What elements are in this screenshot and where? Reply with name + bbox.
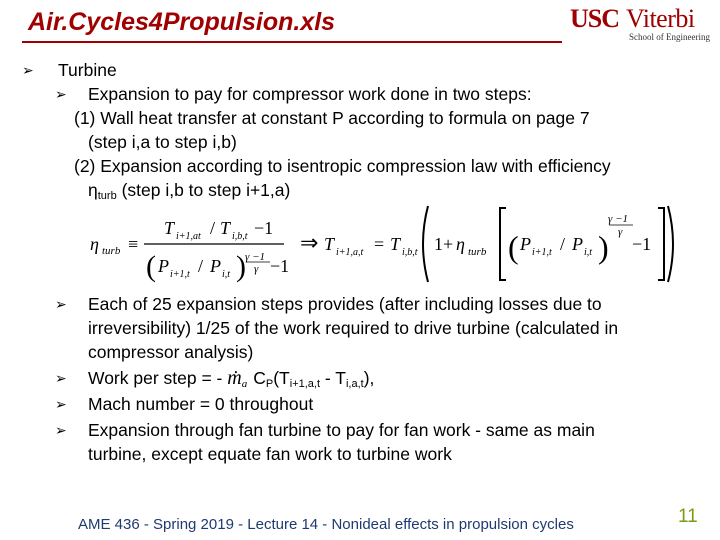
bullet-arrow-icon: ➢ [55,86,67,102]
work-paren: (T [273,368,290,388]
f-rhs-T2: T [390,234,401,254]
fan-line1: Expansion through fan turbine to pay for fan work - same as main [88,420,595,440]
bullet-mach: Mach number = 0 throughout [88,394,314,414]
f-rhs-exp-gamma: γ [618,226,623,238]
f-den-exp-gamma: γ [254,263,259,275]
f-den-minus1: −1 [270,256,290,276]
bullet-arrow-icon: ➢ [55,370,67,386]
f-rhs-eta: η [456,234,465,254]
logo-usc: USC [570,4,620,33]
page-number: 11 [678,506,698,527]
f-den-P1: P [158,256,169,276]
f-rhs-P2: P [572,234,583,254]
f-implies: ⇒ [300,230,319,255]
f-rhs-psub2: i,t [584,247,593,258]
f-den-lparen: ( [146,250,156,283]
f-eta-sub: turb [102,245,121,257]
slide-title: Air.Cycles4Propulsion.xls [28,8,336,36]
f-num-sub1: i+1,at [176,231,201,242]
f-one-plus: 1+ [434,234,454,254]
step1-line2: (step i,a to step i,b) [88,132,237,152]
f-den-P2: P [210,256,221,276]
f-rhs-psub1: i+1,t [532,247,552,258]
mass-flow-symbol: ṁ$_a$ [227,367,248,390]
f-num-T1: T [164,218,175,238]
logo-school: School of Engineering [629,32,710,42]
work-prefix: Work per step = - [88,368,228,388]
f-eta: η [90,234,99,254]
f-rhs-sub1: i+1,a,t [336,247,364,258]
title-underline [22,41,562,43]
work-minus: - T [320,368,346,388]
bullet-turbine: Turbine [58,60,117,80]
turbine-efficiency-formula [88,198,678,290]
f-rhs-P1: P [520,234,531,254]
f-den-slash: / [198,256,204,276]
fan-line2: turbine, except equate fan work to turbine work [88,444,452,464]
bullet-arrow-icon: ➢ [22,62,34,78]
bullet-expansion-intro: Expansion to pay for compressor work done in two steps: [88,84,532,104]
footer-text: AME 436 - Spring 2019 - Lecture 14 - Nonideal effects in propulsion cycles [78,516,574,533]
step2-range: (step i,b to step i+1,a) [116,180,291,200]
f-num-T2: T [220,218,231,238]
eta-subscript: turb [97,190,117,202]
f-rhs-eta-sub: turb [468,246,487,258]
f-den-rparen: ) [236,250,246,283]
f-num-sub2: i,b,t [232,231,248,242]
step1-line1: (1) Wall heat transfer at constant P according to formula on page 7 [74,108,590,128]
eta-symbol: η [88,180,98,200]
f-rhs-T1: T [324,234,335,254]
f-rhs-exp: γ −1 [608,213,629,225]
bullet-arrow-icon: ➢ [55,296,67,312]
bullet-arrow-icon: ➢ [55,422,67,438]
f-rhs-rparen: ) [598,229,609,265]
bullet-arrow-icon: ➢ [55,396,67,412]
work-t2-sub: i,a,t [345,378,364,390]
step2-line1: (2) Expansion according to isentropic compression law with efficiency [74,156,611,176]
f-rhs-slash: / [560,234,566,254]
f-equiv: ≡ [128,234,139,254]
each25-line3: compressor analysis) [88,342,254,362]
f-num-minus1: −1 [254,218,274,238]
f-rhs-minus1: −1 [632,234,652,254]
f-den-sub2: i,t [222,269,231,280]
f-rhs-equals: = [374,234,385,254]
f-big-lbracket [423,206,428,282]
f-den-exp: γ −1 [245,251,266,263]
work-cp: C [253,368,266,388]
f-rhs-sub2: i,b,t [402,247,418,258]
f-sq-lbracket [500,208,506,280]
f-big-rbracket [668,206,673,282]
usc-viterbi-logo [570,4,712,44]
f-den-sub1: i+1,t [170,269,190,280]
f-num-slash: / [210,218,216,238]
f-rhs-lparen: ( [508,229,519,265]
work-cp-sub: P [265,378,274,390]
logo-viterbi: Viterbi [626,4,695,33]
f-sq-rbracket [658,208,664,280]
each25-line1: Each of 25 expansion steps provides (after including losses due to [88,294,602,314]
each25-line2: irreversibility) 1/25 of the work required to drive turbine (calculated in [88,318,619,338]
work-end: ), [363,368,375,388]
work-t1-sub: i+1,a,t [289,378,321,390]
